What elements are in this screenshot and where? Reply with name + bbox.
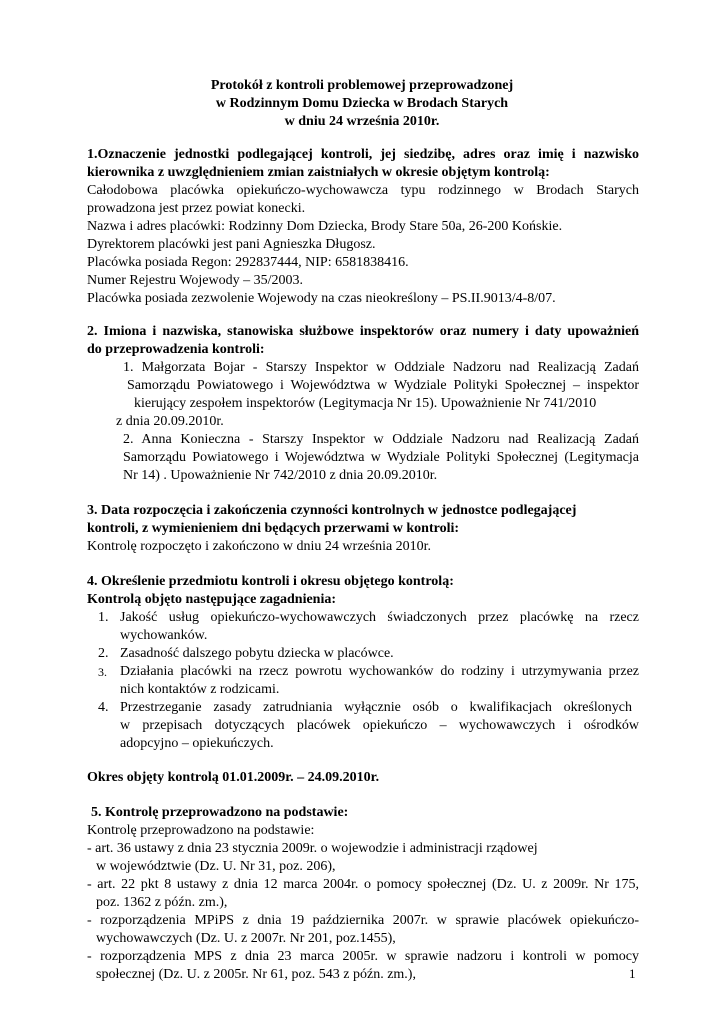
s5-basis-1-line-2: w województwie (Dz. U. Nr 31, poz. 206),	[96, 859, 336, 874]
s4-item-3-number: 3.	[98, 665, 107, 679]
s4-period: Okres objęty kontrolą 01.01.2009r. – 24.09.2010r.	[87, 770, 380, 785]
s5-basis-2-line-1: - art. 22 pkt 8 ustawy z dnia 12 marca 2004r. o pomocy społecznej (Dz. U. z 2009r. Nr 175,	[87, 877, 639, 892]
s2-inspector-1-line-1: 1. Małgorzata Bojar - Starszy Inspektor w Oddziale Nadzoru nad Realizacją Zadań	[123, 360, 639, 375]
s1-text-line-7: Placówka posiada zezwolenie Wojewody na czas nieokreślony – PS.II.9013/4-8/07.	[87, 291, 556, 306]
title-line-2: w Rodzinnym Domu Dziecka w Brodach Starych	[215, 96, 509, 111]
s4-item-1-line-2: wychowanków.	[120, 628, 208, 643]
s3-heading-line-2: kontroli, z wymienieniem dni będących przerwami w kontroli:	[87, 521, 460, 536]
s5-basis-1-line-1: - art. 36 ustawy z dnia 23 stycznia 2009r. o wojewodzie i administracji rządowej	[87, 841, 538, 856]
s4-item-4-line-3: adopcyjno – opiekuńczych.	[120, 736, 274, 751]
s5-basis-2-line-2: poz. 1362 z późn. zm.),	[96, 895, 228, 910]
s4-item-4-line-2: w przepisach dotyczących placówek opiekuńczo – wychowawczych i ośrodków	[120, 718, 639, 733]
s2-inspector-2-line-1: 2. Anna Konieczna - Starszy Inspektor w Oddziale Nadzoru nad Realizacją Zadań	[123, 432, 639, 447]
s5-intro: Kontrolę przeprowadzono na podstawie:	[87, 823, 315, 838]
s4-item-4-line-1: Przestrzeganie zasady zatrudniania wyłącznie osób o kwalifikacjach określonych	[120, 700, 632, 715]
s4-heading-line-2: Kontrolą objęto następujące zagadnienia:	[87, 592, 337, 607]
s4-item-2-number: 2.	[98, 646, 109, 661]
s2-inspector-1-line-2: Samorządu Powiatowego i Województwa w Wydziale Polityki Społecznej – inspektor	[127, 378, 639, 393]
title-line-3: w dniu 24 września 2010r.	[284, 114, 440, 129]
s1-text-line-5: Placówka posiada Regon: 292837444, NIP: 6581838416.	[87, 255, 409, 270]
s4-item-1-line-1: Jakość usług opiekuńczo-wychowawczych świadczonych przez placówkę na rzecz	[120, 610, 639, 625]
s1-text-line-2: prowadzona jest przez powiat konecki.	[87, 201, 306, 216]
s1-text-line-3: Nazwa i adres placówki: Rodzinny Dom Dziecka, Brody Stare 50a, 26-200 Końskie.	[87, 219, 563, 234]
s2-inspector-1-line-3: kierujący zespołem inspektorów (Legitymacja Nr 15). Upoważnienie Nr 741/2010	[134, 396, 597, 411]
s4-item-3-line-1: Działania placówki na rzecz powrotu wychowanków do rodziny i utrzymywania przez	[120, 664, 639, 679]
s1-text-line-1: Całodobowa placówka opiekuńczo-wychowawcza typu rodzinnego w Brodach Starych	[87, 183, 639, 198]
s5-basis-3-line-2: wychowawczych (Dz. U. z 2007r. Nr 201, poz.1455),	[96, 931, 396, 946]
s5-basis-3-line-1: - rozporządzenia MPiPS z dnia 19 października 2007r. w sprawie placówek opiekuńczo-	[87, 913, 639, 928]
s4-item-2-line-1: Zasadność dalszego pobytu dziecka w placówce.	[120, 646, 394, 661]
s4-item-4-number: 4.	[98, 700, 109, 715]
s1-text-line-6: Numer Rejestru Wojewody – 35/2003.	[87, 273, 303, 288]
page-number: 1	[629, 966, 636, 981]
s4-heading-line-1: 4. Określenie przedmiotu kontroli i okresu objętego kontrolą:	[87, 574, 454, 589]
s3-text-line-1: Kontrolę rozpoczęto i zakończono w dniu 24 września 2010r.	[87, 539, 432, 554]
s5-basis-4-line-2: społecznej (Dz. U. z 2005r. Nr 61, poz. 543 z późn. zm.),	[96, 967, 416, 982]
s5-heading: 5. Kontrolę przeprowadzono na podstawie:	[91, 805, 349, 820]
s2-inspector-2-line-3: Nr 14) . Upoważnienie Nr 742/2010 z dnia 20.09.2010r.	[123, 468, 438, 483]
s2-heading-line-1: 2. Imiona i nazwiska, stanowiska służbowe inspektorów oraz numery i daty upoważnień	[87, 324, 639, 339]
s3-heading-line-1: 3. Data rozpoczęcia i zakończenia czynności kontrolnych w jednostce podlegającej	[87, 503, 577, 518]
s1-heading-line-1: 1.Oznaczenie jednostki podlegającej kontroli, jej siedzibę, adres oraz imię i nazwisko	[87, 147, 639, 162]
s5-basis-4-line-1: - rozporządzenia MPS z dnia 23 marca 2005r. w sprawie nadzoru i kontroli w pomocy	[87, 949, 639, 964]
s4-item-3-line-2: nich kontaktów z rodzicami.	[120, 682, 280, 697]
s1-text-line-4: Dyrektorem placówki jest pani Agnieszka Długosz.	[87, 237, 376, 252]
s2-inspector-1-line-4: z dnia 20.09.2010r.	[116, 414, 224, 429]
s2-heading-line-2: do przeprowadzenia kontroli:	[87, 342, 265, 357]
s4-item-1-number: 1.	[98, 610, 109, 625]
s1-heading-line-2: kierownika z uwzględnieniem zmian zaistniałych w okresie objętym kontrolą:	[87, 165, 550, 180]
title-line-1: Protokół z kontroli problemowej przeprowadzonej	[210, 78, 514, 93]
s2-inspector-2-line-2: Samorządu Powiatowego i Województwa w Wydziale Polityki Społecznej (Legitymacja	[123, 450, 639, 465]
